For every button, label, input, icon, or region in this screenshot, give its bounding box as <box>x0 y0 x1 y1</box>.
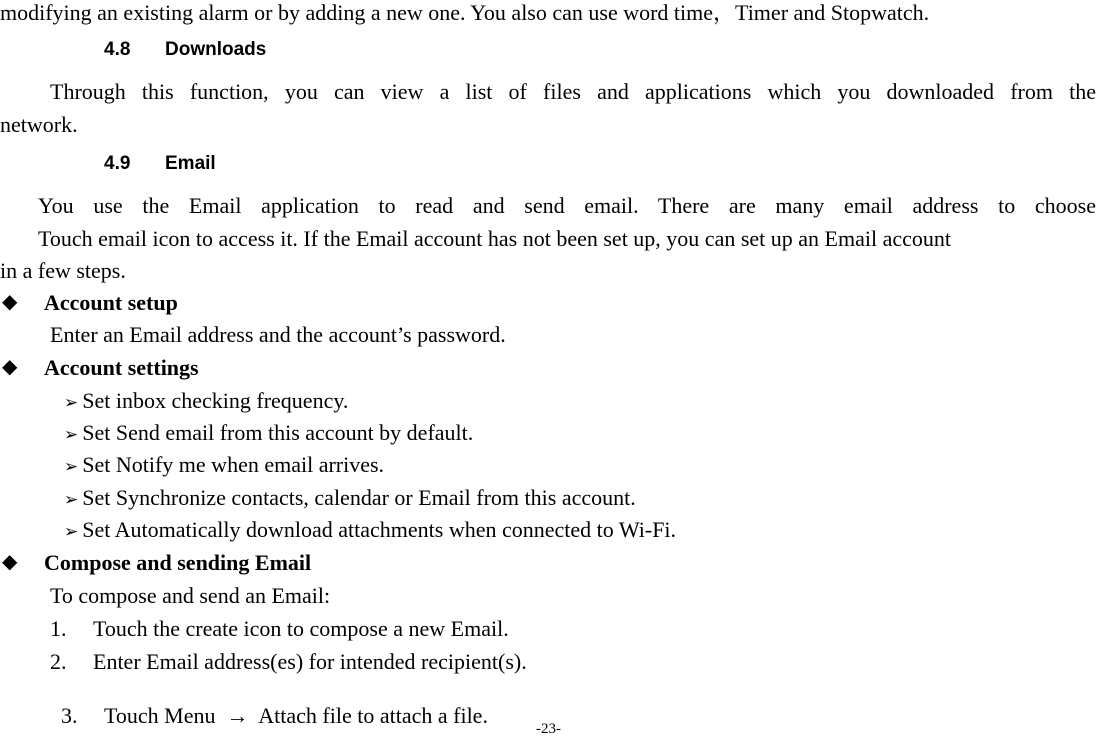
email-paragraph-line2: Touch email icon to access it. If the Email account has not been set up, you can set up an Email account <box>38 226 951 251</box>
bullet-compose <box>0 552 311 574</box>
bullet-title: Compose and sending Email <box>44 550 312 575</box>
compose-intro: To compose and send an Email: <box>50 583 331 608</box>
section-title: Downloads <box>165 39 267 60</box>
section-title: Email <box>165 153 216 174</box>
list-item-text: Set Notify me when email arrives. <box>82 452 385 477</box>
downloads-paragraph-line <box>0 81 1096 103</box>
step-text: Enter Email address(es) for intended recipient(s). <box>93 649 527 674</box>
list-item <box>64 422 473 444</box>
downloads-paragraph-end: network. <box>0 112 78 137</box>
numbered-step <box>50 651 527 673</box>
intro-line: modifying an existing alarm or by adding a new one. You also can use word time，Timer and Stopwatch. <box>0 0 930 25</box>
list-item-text: Set Automatically download attachments when connected to Wi-Fi. <box>82 517 677 542</box>
email-paragraph-line3: in a few steps. <box>0 258 126 283</box>
step-number: 3. <box>61 703 78 728</box>
list-item <box>64 519 676 541</box>
page-number: -23- <box>536 721 561 737</box>
step-text: Touch Menu → Attach file to attach a file. <box>104 703 488 728</box>
section-heading-downloads <box>104 40 266 59</box>
downloads-paragraph-text: Through this function, you can view a list of files and applications which you downloaded from the <box>50 79 1096 104</box>
list-item-text: Set inbox checking frequency. <box>82 388 349 413</box>
section-heading-email <box>104 154 216 173</box>
diamond-bullet-icon: ◆ <box>2 551 18 573</box>
step-number: 1. <box>50 616 67 641</box>
numbered-step <box>50 618 509 640</box>
step-text: Touch the create icon to compose a new Email. <box>93 616 509 641</box>
bullet-title: Account settings <box>44 355 199 380</box>
diamond-bullet-icon: ◆ <box>2 291 18 313</box>
arrow-bullet-icon: ➢ <box>64 425 79 445</box>
step-number: 2. <box>50 649 67 674</box>
arrow-bullet-icon: ➢ <box>64 490 79 510</box>
list-item <box>64 454 384 476</box>
list-item <box>64 487 636 509</box>
bullet-account-setup <box>0 292 178 314</box>
arrow-bullet-icon: ➢ <box>64 522 79 542</box>
arrow-bullet-icon: ➢ <box>64 393 79 413</box>
list-item-text: Set Synchronize contacts, calendar or Email from this account. <box>82 485 636 510</box>
account-setup-text: Enter an Email address and the account’s password. <box>50 322 506 347</box>
arrow-bullet-icon: ➢ <box>64 457 79 477</box>
section-number: 4.8 <box>104 39 131 60</box>
section-number: 4.9 <box>104 153 131 174</box>
list-item <box>64 390 348 412</box>
bullet-title: Account setup <box>44 290 178 315</box>
email-paragraph-line1: You use the Email application to read and send email. There are many email address to choose <box>38 193 1096 218</box>
list-item-text: Set Send email from this account by default. <box>82 420 474 445</box>
bullet-account-settings <box>0 357 199 379</box>
diamond-bullet-icon: ◆ <box>2 356 18 378</box>
